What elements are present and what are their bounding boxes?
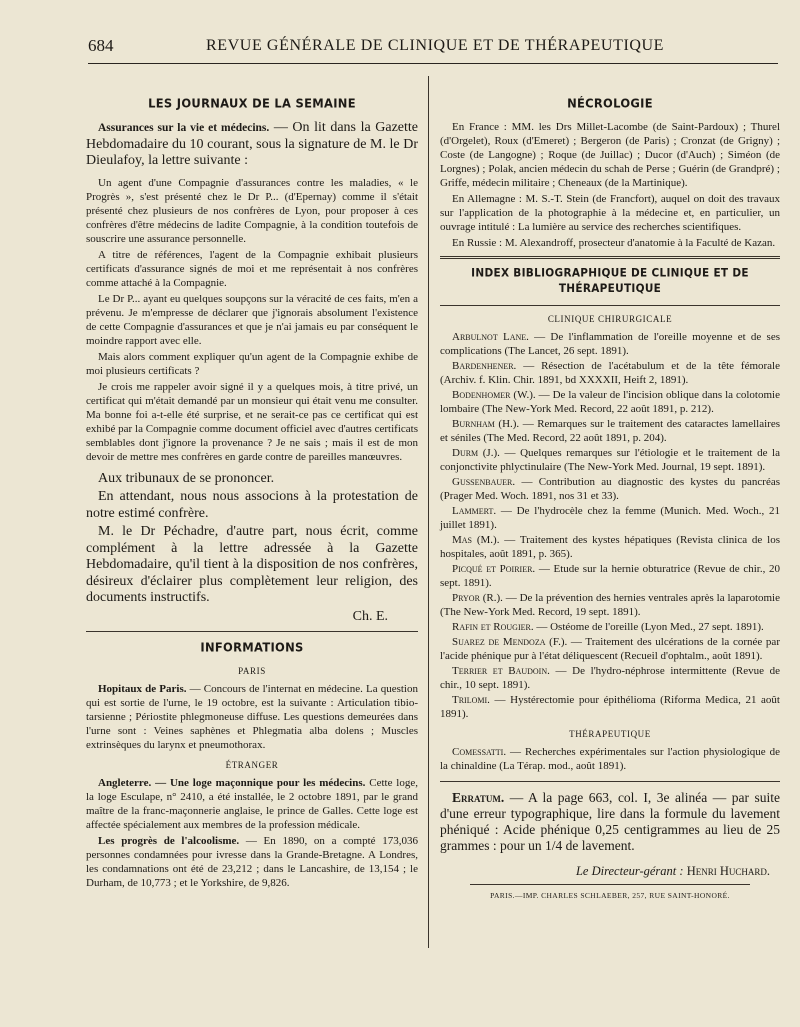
divider bbox=[440, 256, 780, 259]
entry-text: — De l'inflammation de l'oreille moyenne et de ses complications (The Lancet, 26 sept. 1891). bbox=[440, 331, 780, 357]
index-entry bbox=[440, 533, 780, 561]
letter-paragraph-5: Je crois me rappeler avoir signé il y a quelques mois, à titre privé, un certificat qui m'était demandé par un monsieur qui était venu me consulter. Ma bonne foi a-t-elle été surprise, et ne serait-ce pas ce certificat qui est exhibé par la Compagnie comme document officiel avec d'autres certificats semblables dont j'ignore la provenance ? Je ne sais ; mais il est de mon devoir de mettre mes confrères en garde contre de pareilles manœuvres. bbox=[86, 380, 418, 463]
entry-text: — Hystérectomie pour épithélioma (Riforma Medica, 21 août 1891). bbox=[440, 694, 780, 720]
index-entry bbox=[440, 417, 780, 445]
entry-author: Pryor (R.). bbox=[452, 592, 503, 604]
angleterre-lead: Angleterre. — Une loge maçonnique pour les médecins. bbox=[98, 777, 366, 789]
index-entry bbox=[440, 620, 780, 634]
index-entry bbox=[440, 591, 780, 619]
therapeutique-entry bbox=[440, 745, 780, 773]
letter-paragraph-2: A titre de références, l'agent de la Compagnie exhibait plusieurs certificats d'assurance signés de moi et me représentait à nos confrères comme attaché à la Compagnie. bbox=[86, 248, 418, 289]
index-entry bbox=[440, 446, 780, 474]
hopitaux-paragraph bbox=[86, 682, 418, 752]
angleterre-paragraph bbox=[86, 776, 418, 832]
index-entries bbox=[440, 330, 780, 721]
divider bbox=[440, 305, 780, 306]
comment-paragraph-2: En attendant, nous nous associons à la protestation de notre estimé confrère. bbox=[86, 489, 418, 521]
entry-text: — Recherches expérimentales sur l'action physiologique de la chinaldine (La Térap. mod., août 1891). bbox=[440, 746, 780, 772]
entry-author: Comessatti. bbox=[452, 746, 507, 758]
page-number: 684 bbox=[88, 36, 114, 55]
journaux-heading: LES JOURNAUX DE LA SEMAINE bbox=[148, 95, 356, 111]
entry-author: Bardenhener. bbox=[452, 360, 517, 372]
index-entry bbox=[440, 388, 780, 416]
necro-france: En France : MM. les Drs Millet-Lacombe (de Saint-Pardoux) ; Thurel (d'Orgelet), Roux (d'Emeret) ; Bergeron (de Paris) ; Cronzat (de Grigny) ; Coste (de Langogne) ; Roque (de Juillac) ; Ducor (d'Auch) ; Siméon (de Lorgnes) ; Polak, ancien médecin du schah de Perse ; Guérin (de Grandpré) ; Griffe, médecin militaire ; Cheneaux (de la Martinique). bbox=[440, 121, 780, 189]
column-divider bbox=[428, 76, 429, 948]
divider bbox=[470, 884, 750, 885]
index-entry bbox=[440, 693, 780, 721]
index-heading: INDEX BIBLIOGRAPHIQUE DE CLINIQUE ET DE THÉRAPEUTIQUE bbox=[471, 266, 749, 296]
index-entry bbox=[440, 330, 780, 358]
index-entry bbox=[440, 562, 780, 590]
director-name: Henri Huchard. bbox=[686, 864, 770, 878]
page-header bbox=[88, 34, 778, 64]
index-entry bbox=[440, 635, 780, 663]
comment-paragraph-3: M. le Dr Péchadre, d'autre part, nous écrit, comme complément à la lettre adressée à la Gazette Hebdomadaire, qu'il tient à la disposition de nos confrères, désireux d'éclairer plus complètement leur religion, des documents instructifs. bbox=[86, 524, 418, 605]
necro-russie: En Russie : M. Alexandroff, prosecteur d'anatomie à la Faculté de Kazan. bbox=[452, 237, 776, 249]
entry-author: Picqué et Poirier. bbox=[452, 563, 536, 575]
entry-text: — Etude sur la hernie obturatrice (Revue de chir., 20 sept. 1891). bbox=[440, 563, 780, 589]
entry-author: Trilomi. bbox=[452, 694, 490, 706]
entry-author: Burnham (H.). bbox=[452, 418, 520, 430]
entry-text: — Remarques sur le traitement des cataractes lamellaires et séniles (The Med. Record, 22 août 1891, p. 204). bbox=[440, 418, 780, 444]
etranger-label: ÉTRANGER bbox=[225, 760, 279, 770]
letter-paragraph-3: Le Dr P... ayant eu quelques soupçons sur la véracité de ces faits, m'en a prévenu. Je m'empresse de déclarer que j'ignorais absolument l'existence de cette Compagnie d'assurances et que je n'ai jamais eu par conséquent le moindre rapport avec elle. bbox=[86, 292, 418, 347]
entry-text: — De l'hydro-néphrose intermittente (Revue de chir., 10 sept. 1891). bbox=[440, 665, 781, 691]
entry-text: — Contribution au diagnostic des kystes du pancréas (Prager Med. Woch. 1891, nos 31 et 33). bbox=[440, 476, 780, 502]
index-entry bbox=[440, 475, 780, 503]
entry-author: Mas (M.). bbox=[452, 534, 500, 546]
necro-allemagne: En Allemagne : M. S.-T. Stein (de Francfort), auquel on doit des travaux sur l'application de la photographie à la médecine et, en particulier, un ouvrage intitulé : La lumière au service des recherches scientifiques. bbox=[440, 193, 780, 233]
entry-text: — De l'hydrocèle chez la femme (Munich. Med. Woch., 21 juillet 1891). bbox=[440, 505, 780, 531]
informations-heading: INFORMATIONS bbox=[200, 639, 304, 655]
index-entry bbox=[440, 359, 780, 387]
imprint: PARIS.—IMP. CHARLES SCHLAEBER, 257, RUE SAINT-HONORÉ. bbox=[490, 891, 730, 900]
entry-author: Durm (J.). bbox=[452, 447, 500, 459]
clinique-label: CLINIQUE CHIRURGICALE bbox=[547, 314, 673, 324]
director-line bbox=[440, 864, 780, 878]
entry-author: Lammert. bbox=[452, 505, 497, 517]
alcool-paragraph bbox=[86, 834, 418, 890]
therapeutique-label: THÉRAPEUTIQUE bbox=[569, 729, 651, 739]
necrologie-heading: NÉCROLOGIE bbox=[567, 95, 653, 111]
hopitaux-lead: Hopitaux de Paris. bbox=[98, 683, 187, 695]
assurances-intro bbox=[86, 120, 418, 170]
entry-text: — De la valeur de l'incision oblique dans la colotomie lombaire (The New-York Med. Record, 22 août 1891, p. 212). bbox=[440, 389, 780, 415]
entry-text: — Traitement des kystes hépatiques (Revista clinica de los hospitales, août 1891, p. 365). bbox=[440, 534, 780, 560]
angleterre-text: Cette loge, la loge Esculape, n° 2410, a été installée, le 2 octobre 1891, par le grand maître de la franc-maçonnerie anglaise, le prince de Galles. Cette loge est affectée spécialement aux membres de la profession médicale. bbox=[86, 777, 418, 831]
entry-author: Gussenbauer. bbox=[452, 476, 516, 488]
hopitaux-text: — Concours de l'internat en médecine. La question qui est sortie de l'urne, le 19 octobre, est la suivante : Articulation tibio-tarsienne ; Périostite phlegmoneuse diffuse. Les questions demeurées dans l'urne sont : Veines saphènes et Phlegmatia alba dolens ; Muscles extrinsèques du larynx et pneumothorax. bbox=[86, 683, 418, 751]
assurances-lead: Assurances sur la vie et médecins. bbox=[98, 122, 270, 134]
entry-text: — Quelques remarques sur l'étiologie et le traitement de la conjonctivite phlyctinulaire (The New-York Med. Journal, 19 sept. 1891). bbox=[440, 447, 781, 473]
erratum bbox=[440, 781, 780, 854]
divider bbox=[86, 631, 418, 632]
alcool-text: — En 1890, on a compté 173,036 personnes condamnées pour ivresse dans la Grande-Bretagne. A Londres, les condamnations ont été de 23,212 ; dans le Lancashire, de 13,154 ; le Durham, de 10,773 ; et le Yorkshire, de 9,826. bbox=[86, 835, 418, 889]
entry-author: Terrier et Baudoin. bbox=[452, 665, 550, 677]
letter-paragraph-4: Mais alors comment expliquer qu'un agent de la Compagnie exhibe de moi plusieurs certificats ? bbox=[86, 350, 418, 377]
signature: Ch. E. bbox=[352, 608, 388, 624]
index-entry bbox=[440, 504, 780, 532]
entry-text: — Résection de l'acétabulum et de la tête fémorale (Archiv. f. Klin. Chir. 1891, bd XXXXII, Heift 2, 1891). bbox=[440, 360, 780, 386]
left-column bbox=[86, 92, 418, 892]
erratum-lead: Erratum. bbox=[452, 790, 505, 805]
director-label: Le Directeur-gérant : bbox=[575, 864, 684, 878]
entry-author: Bodenhomer (W.). bbox=[452, 389, 536, 401]
assurances-text: — On lit dans la Gazette Hebdomadaire du 10 courant, sous la signature de M. le Dr Dieulafoy, la lettre suivante : bbox=[86, 120, 418, 168]
erratum-text: — A la page 663, col. I, 3e alinéa — par suite d'une erreur typographique, lire dans la formule du lavement phéniqué : Acide phénique 0,25 centigrammes au lieu de 25 grammes : pour un 1/4 de lavement. bbox=[440, 790, 780, 853]
running-title: REVUE GÉNÉRALE DE CLINIQUE ET DE THÉRAPEUTIQUE bbox=[206, 37, 665, 54]
index-entry bbox=[440, 664, 780, 692]
paris-label: PARIS bbox=[238, 666, 266, 676]
entry-text: — Ostéome de l'oreille (Lyon Med., 27 sept. 1891). bbox=[533, 621, 764, 633]
entry-author: Suarez de Mendoza (F.). bbox=[452, 636, 568, 648]
alcool-lead: Les progrès de l'alcoolisme. bbox=[98, 835, 240, 847]
letter-paragraph-1: Un agent d'une Compagnie d'assurances contre les maladies, « le Progrès », s'est présenté chez le Dr P... (d'Epernay) comme il s'était présenté chez plusieurs de nos confrères de Lyon, pour proposer à ces confrères d'être médecins de ladite Compagnie, à la condition toutefois de souscrire une assurance personnelle. bbox=[86, 176, 418, 245]
entry-author: Arbulnot Lane. bbox=[452, 331, 529, 343]
entry-text: — De la prévention des hernies ventrales après la laparotomie (The New-York Med. Record, 19 sept. 1891). bbox=[440, 592, 780, 618]
right-column bbox=[440, 92, 780, 903]
entry-author: Rafin et Rougier. bbox=[452, 621, 534, 633]
entry-text: — Traitement des ulcérations de la cornée par l'acide phénique pur à l'état déliquescent (Recueil d'ophtalm., août 1891). bbox=[440, 636, 780, 662]
comment-paragraph-1: Aux tribunaux de se prononcer. bbox=[98, 470, 275, 486]
